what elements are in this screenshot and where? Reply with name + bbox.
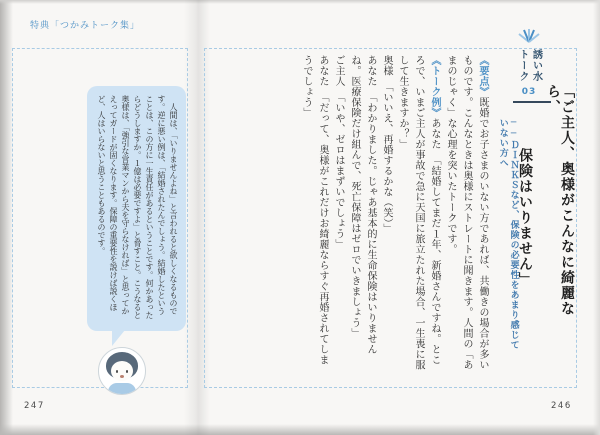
dialogue-line: あなた 「結婚してまだ１年、新婚さんですね。ところで、いまご主人が事故で急に天国に旅立たれた場合、一生喪に服して生きますか？」	[397, 55, 440, 370]
sparkle-icon	[516, 28, 542, 43]
page-title-line1: 「ご主人、奥様がこんなに綺麗なら、	[545, 84, 575, 317]
running-header: 特典「つかみトーク集」	[30, 21, 141, 31]
chapter-tab	[513, 28, 545, 103]
page-number-left: 247	[24, 401, 45, 411]
avatar-mouth	[120, 375, 124, 378]
key-point-paragraph	[442, 55, 490, 371]
scan-shadow-right	[593, 0, 600, 435]
section-label-talk-example: 《トーク例》	[429, 55, 440, 118]
speech-bubble-text: 人間は、「いりませんよね」と言われると欲しくなるものです。逆に悪い例は、「結婚されたんでしょう。結婚したということは、この方に一生責任があるということです。何かあったらどうしますか。１億は必要ですよ」と脅すこと。こうなると奥様は、「強引な営業マンから夫を守らなければ」と思ってかえってガードが固くなります。保障の重要性を説けば説くほど、人はいらないと思うこともあるのです。	[97, 95, 178, 319]
tab-label: 誘い水トーク	[517, 48, 542, 82]
dialogue-line: あなた 「だって、奥様がこれだけお綺麗ならすぐ再婚されてしまうでしょう」	[301, 55, 328, 365]
page-number-right: 246	[551, 401, 572, 411]
avatar-eye	[126, 370, 128, 373]
speech-bubble	[87, 86, 186, 331]
tab-number: 03	[521, 87, 537, 97]
dialogue-line: あなた 「わかりました。じゃあ基本的に生命保険はいりませんね。医療保険だけ組んで、死亡保障はゼロでいきましょう」	[349, 55, 376, 355]
person-icon	[98, 347, 146, 395]
avatar-eye	[116, 370, 118, 373]
dialogue-line: ご主人 「いや、ゼロはまずいでしょう」	[333, 55, 344, 250]
speech-bubble-tail	[112, 330, 125, 346]
dialogue-line: 奥様 「いいえ、再婚するかな（笑）」	[381, 55, 392, 234]
page-title-line2: 保険はいりません」	[517, 148, 533, 288]
key-point-text: 既婚でお子さまのいない方であれば、共働きの場合が多いものです。こんなときは奥様にストレートに聞きます。人間の「あまのじゃく」な心理を突いたトークです。	[445, 55, 488, 370]
talk-example-paragraph	[394, 55, 442, 371]
avatar-face	[111, 361, 133, 381]
page-body	[289, 55, 490, 371]
avatar-body	[108, 383, 136, 395]
section-label-keypoint: 《要点》	[477, 55, 488, 97]
page-subtitle: ──ＤＩＮＫＳなど、保険の必要性をあまり感じていない方へ	[497, 118, 519, 350]
scan-shadow-top	[0, 0, 600, 4]
scan-shadow-bottom	[0, 424, 600, 435]
